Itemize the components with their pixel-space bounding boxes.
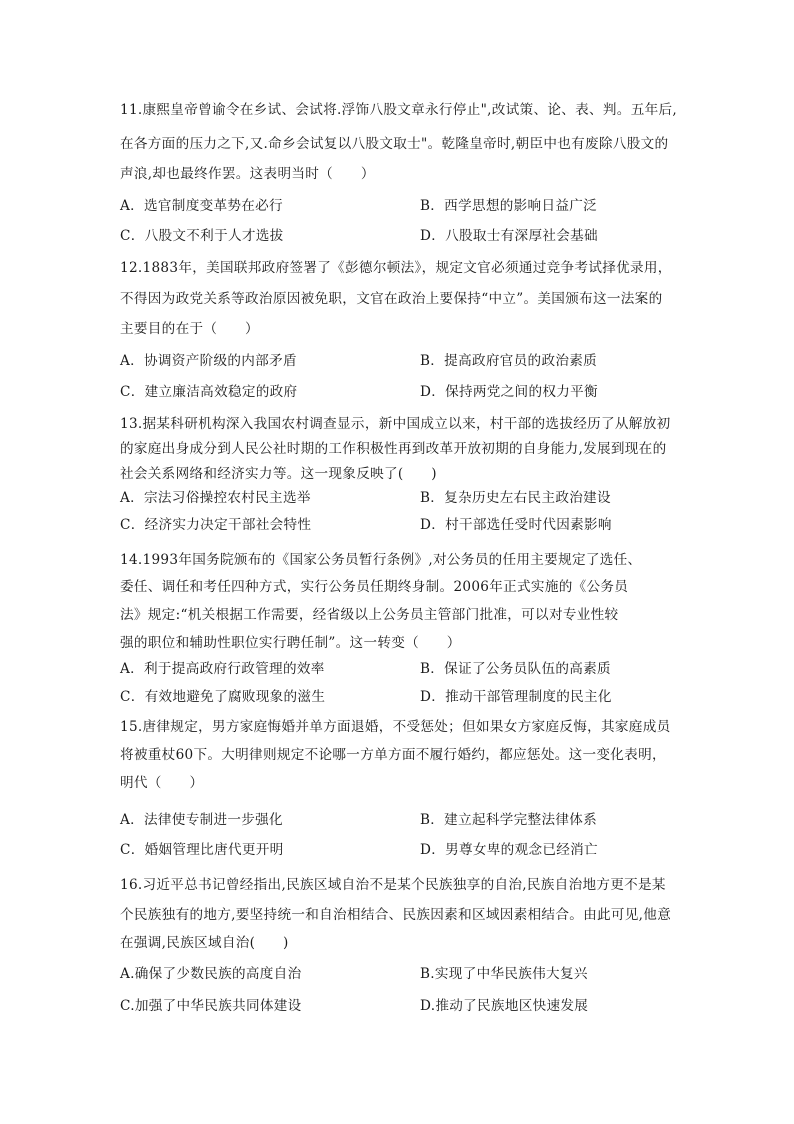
- question-12-stem-line: 主要目的在于（ ）: [120, 321, 259, 337]
- question-15-stem-line: 明代（ ）: [120, 775, 204, 791]
- question-11-stem-line: 在各方面的压力之下,又.命乡会试复以八股文取士"。乾隆皇帝时,朝臣中也有废除八股文的: [120, 136, 669, 152]
- question-13-option-D: D．村干部选任受时代因素影响: [420, 517, 612, 533]
- question-11-option-C: C．八股文不利于人才选拔: [120, 228, 284, 244]
- question-13-stem-line: 社会关系网络和经济实力等。这一现象反映了( ): [120, 466, 437, 482]
- question-16-option-C: C.加强了中华民族共同体建设: [120, 998, 302, 1014]
- question-14-stem-line: 14.1993年国务院颁布的《国家公务员暂行条例》,对公务员的任用主要规定了选任、: [120, 552, 642, 568]
- question-12-option-C: C．建立廉洁高效稳定的政府: [120, 384, 298, 400]
- question-13-option-B: B．复杂历史左右民主政治建设: [420, 490, 611, 506]
- question-14-stem-line: 法》规定:“机关根据工作需要，经省级以上公务员主管部门批准，可以对专业性较: [120, 607, 619, 623]
- question-16-stem-line: 在强调,民族区域自治( ): [120, 935, 289, 951]
- question-11-option-A: A．选官制度变革势在必行: [120, 198, 283, 214]
- question-14-option-B: B．保证了公务员队伍的高素质: [420, 661, 611, 677]
- question-16-option-A: A.确保了少数民族的高度自治: [120, 966, 302, 982]
- question-12-option-D: D．保持两党之间的权力平衡: [420, 384, 598, 400]
- question-12-stem-line: 不得因为政党关系等政治原因被免职，文官在政治上要保持“中立”。美国颁布这一法案的: [120, 291, 663, 307]
- question-16-option-D: D.推动了民族地区快速发展: [420, 998, 589, 1014]
- question-15-option-B: B．建立起科学完整法律体系: [420, 812, 598, 828]
- question-12-stem-line: 12.1883年，美国联邦政府签署了《彭德尔顿法》，规定文官必须通过竞争考试择优录用，: [120, 260, 672, 276]
- question-14-stem-line: 委任、调任和考任四种方式，实行公务员任期终身制。2006年正式实施的《公务员: [120, 579, 629, 595]
- question-15-stem-line: 将被重杖60下。大明律则规定不论哪一方单方面不履行婚约，都应惩处。这一变化表明，: [120, 747, 666, 763]
- question-12-option-B: B．提高政府官员的政治素质: [420, 353, 598, 369]
- question-13-stem-line: 13.据某科研机构深入我国农村调查显示，新中国成立以来，村干部的选拔经历了从解放初: [120, 416, 671, 432]
- question-16-stem-line: 个民族独有的地方,要坚持统一和自治相结合、民族因素和区域因素相结合。由此可见,他意: [120, 907, 672, 923]
- question-12-option-A: A．协调资产阶级的内部矛盾: [120, 353, 297, 369]
- question-13-option-A: A．宗法习俗操控农村民主选举: [120, 490, 311, 506]
- question-13-stem-line: 的家庭出身成分到人民公社时期的工作积极性再到改革开放初期的自身能力,发展到现在的: [120, 441, 667, 457]
- question-11-option-D: D．八股取士有深厚社会基础: [420, 228, 598, 244]
- question-16-stem-line: 16.习近平总书记曾经指出,民族区域自治不是某个民族独享的自治,民族自治地方更不是某: [120, 877, 666, 893]
- question-11-stem-line: 声浪,却也最终作罢。这表明当时（ ）: [120, 166, 375, 182]
- question-15-option-C: C．婚姻管理比唐代更开明: [120, 842, 284, 858]
- question-13-option-C: C．经济实力决定干部社会特性: [120, 517, 312, 533]
- question-11-stem-line: 11.康熙皇帝曾谕令在乡试、会试将.浮饰八股文章永行停止",改试策、论、表、判。五年后,: [120, 102, 677, 118]
- question-14-option-A: A．利于提高政府行政管理的效率: [120, 661, 325, 677]
- question-15-stem-line: 15.唐律规定，男方家庭悔婚并单方面退婚，不受惩处；但如果女方家庭反悔，其家庭成员: [120, 719, 671, 735]
- question-11-option-B: B．西学思想的影响日益广泛: [420, 198, 598, 214]
- question-15-option-A: A．法律使专制进一步强化: [120, 812, 283, 828]
- question-14-stem-line: 强的职位和辅助性职位实行聘任制”。这一转变（ ）: [120, 635, 461, 651]
- question-16-option-B: B.实现了中华民族伟大复兴: [420, 966, 588, 982]
- question-14-option-C: C．有效地避免了腐败现象的滋生: [120, 689, 326, 705]
- question-14-option-D: D．推动干部管理制度的民主化: [420, 689, 612, 705]
- question-15-option-D: D．男尊女卑的观念已经消亡: [420, 842, 598, 858]
